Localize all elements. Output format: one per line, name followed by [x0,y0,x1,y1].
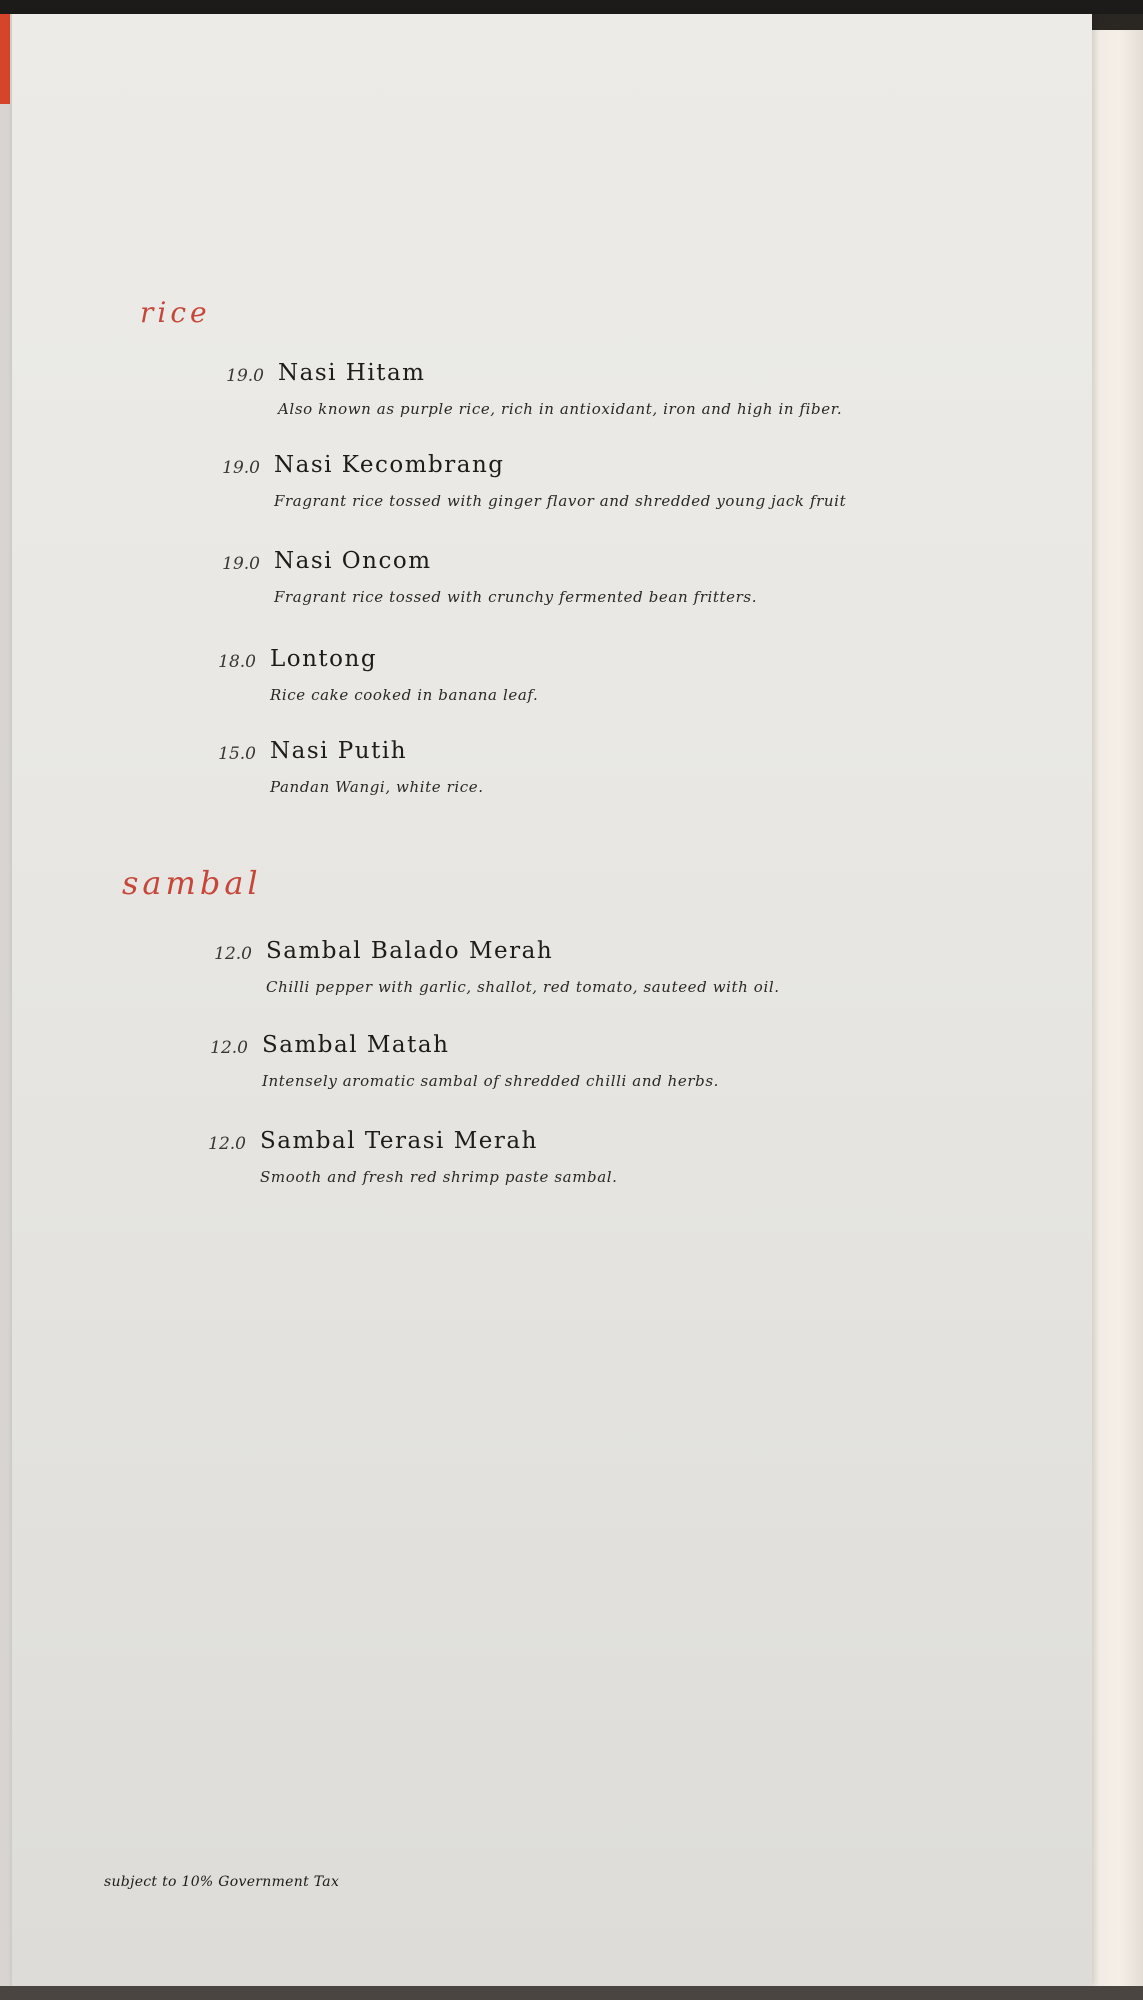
item-name: Nasi Kecombrang [274,452,505,478]
tax-note: subject to 10% Government Tax [104,1874,340,1890]
item-description: Smooth and fresh red shrimp paste sambal. [260,1168,618,1186]
section-title-sambal: sambal [122,864,262,902]
item-name: Nasi Hitam [278,360,426,386]
section-title-rice: rice [140,296,211,329]
item-name: Lontong [270,646,378,672]
menu-page-edge [1083,30,1143,2000]
menu-page [10,14,1092,1986]
item-description: Pandan Wangi, white rice. [270,778,484,796]
item-name: Nasi Putih [270,738,408,764]
item-name: Sambal Terasi Merah [260,1128,538,1154]
item-price: 19.0 [226,366,264,386]
item-description: Fragrant rice tossed with ginger flavor and shredded young jack fruit [274,492,847,510]
item-description: Intensely aromatic sambal of shredded chilli and herbs. [262,1072,720,1090]
item-name: Sambal Balado Merah [266,938,554,964]
item-description: Also known as purple rice, rich in antioxidant, iron and high in fiber. [278,400,843,418]
item-price: 12.0 [210,1038,248,1058]
item-price: 12.0 [214,944,252,964]
background-top [0,0,1143,14]
item-name: Nasi Oncom [274,548,432,574]
item-description: Fragrant rice tossed with crunchy fermented bean fritters. [274,588,758,606]
item-name: Sambal Matah [262,1032,450,1058]
item-price: 15.0 [218,744,256,764]
item-description: Rice cake cooked in banana leaf. [270,686,539,704]
item-price: 19.0 [222,554,260,574]
item-price: 19.0 [222,458,260,478]
item-description: Chilli pepper with garlic, shallot, red tomato, sauteed with oil. [266,978,780,996]
background-bottom [0,1986,1143,2000]
item-price: 18.0 [218,652,256,672]
item-price: 12.0 [208,1134,246,1154]
